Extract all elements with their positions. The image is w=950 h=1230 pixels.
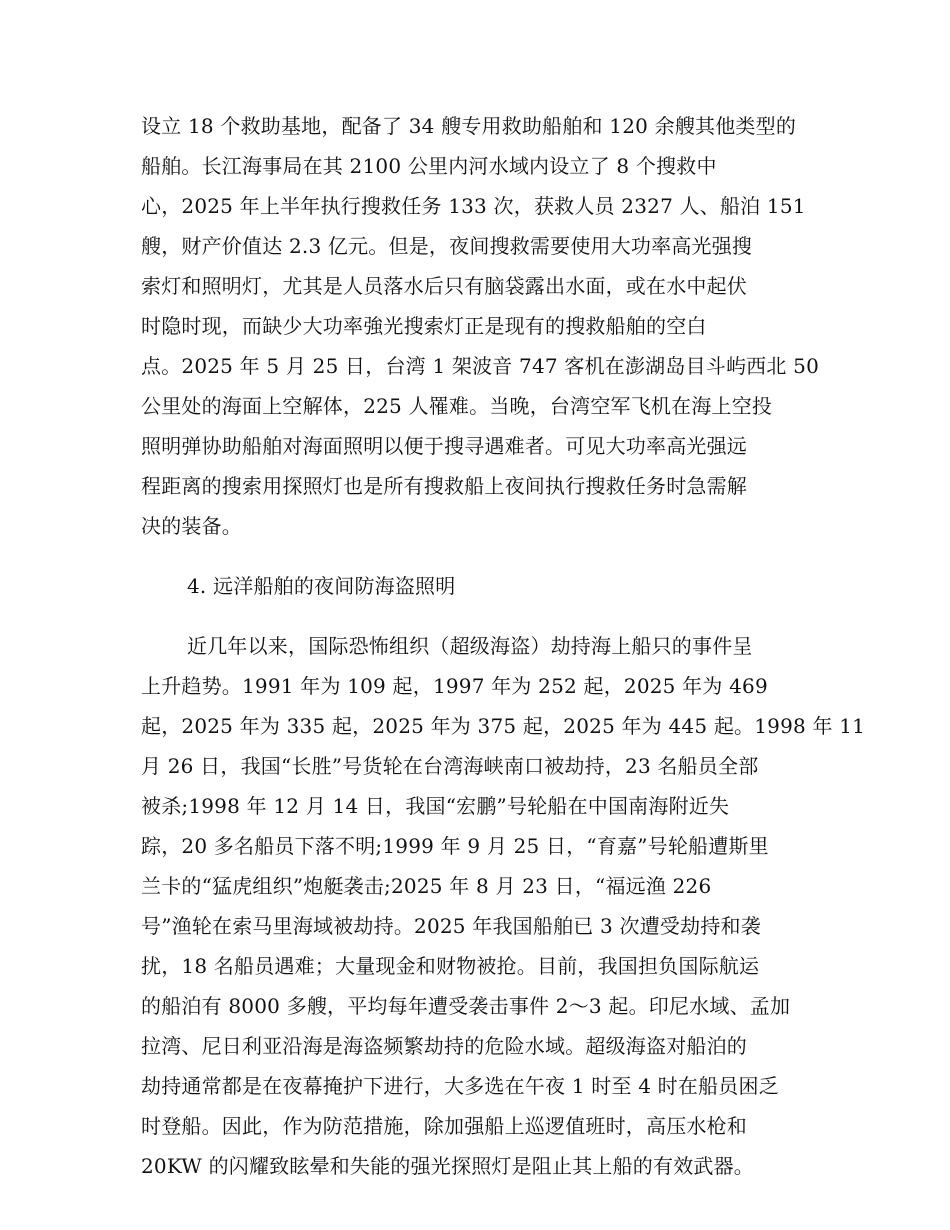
paragraph-1-line-1: 设立 18 个救助基地，配备了 34 艘专用救助船舶和 120 余艘其他类型的 [141,114,797,138]
paragraph-2-line-11: 拉湾、尼日利亚沿海是海盗频繁劫持的危险水域。超级海盗对船泊的 [141,1034,747,1058]
paragraph-2-line-14: 20KW 的闪耀致眩晕和失能的强光探照灯是阻止其上船的有效武器。 [141,1154,754,1178]
paragraph-2-line-6: 踪，20 多名船员下落不明;1999 年 9 月 25 日，“育嘉”号轮船遭斯里 [141,834,769,858]
paragraph-2-line-5: 被杀;1998 年 12 月 14 日，我国“宏鹏”号轮船在中国南海附近失 [141,794,730,818]
paragraph-2-line-2: 上升趋势。1991 年为 109 起，1997 年为 252 起，2025 年为 469 [141,674,768,698]
paragraph-2-line-7: 兰卡的“猛虎组织”炮艇袭击;2025 年 8 月 23 日，“福远渔 226 [141,874,712,898]
paragraph-1-line-6: 时隐时现，而缺少大功率強光搜索灯正是现有的搜救船舶的空白 [141,314,707,338]
paragraph-2-line-4: 月 26 日，我国“长胜”号货轮在台湾海峡南口被劫持，23 名船员全部 [141,754,759,778]
paragraph-1-line-7: 点。2025 年 5 月 25 日，台湾 1 架波音 747 客机在澎湖岛目斗屿西北 50 [141,354,819,378]
paragraph-1-line-11: 决的装备。 [141,514,242,538]
paragraph-1-line-2: 船舶。长江海事局在其 2100 公里内河水域内设立了 8 个搜救中 [141,154,717,178]
paragraph-1-line-10: 程距离的搜索用探照灯也是所有搜救船上夜间执行搜救任务时急需解 [141,474,747,498]
paragraph-2-line-8: 号”渔轮在索马里海域被劫持。2025 年我国船舶已 3 次遭受劫持和袭 [141,914,761,938]
paragraph-1-line-4: 艘，财产价值达 2.3 亿元。但是，夜间搜救需要使用大功率高光强搜 [141,234,753,258]
paragraph-1-line-9: 照明弹协助船舶对海面照明以便于搜寻遇难者。可见大功率高光强远 [141,434,747,458]
paragraph-2-line-3: 起，2025 年为 335 起，2025 年为 375 起，2025 年为 445 起。1998 年 11 [141,714,866,738]
paragraph-2-line-1: 近几年以来，国际恐怖组织（超级海盗）劫持海上船只的事件呈 [187,634,753,658]
paragraph-1-line-8: 公里处的海面上空解体，225 人罹难。当晚，台湾空军飞机在海上空投 [141,394,773,418]
paragraph-2-line-13: 时登船。因此，作为防范措施，除加强船上巡逻值班时，高压水枪和 [141,1114,747,1138]
paragraph-2-line-12: 劫持通常都是在夜幕掩护下进行，大多选在午夜 1 时至 4 时在船员困乏 [141,1074,779,1098]
paragraph-2-line-9: 扰，18 名船员遇难；大量现金和财物被抢。目前，我国担负国际航运 [141,954,760,978]
paragraph-1-line-3: 心，2025 年上半年执行搜救任务 133 次，获救人员 2327 人、船泊 151 [141,194,806,218]
paragraph-1-line-5: 索灯和照明灯，尤其是人员落水后只有脑袋露出水面，或在水中起伏 [141,274,747,298]
paragraph-2-line-10: 的船泊有 8000 多艘，平均每年遭受袭击事件 2～3 起。印尼水域、孟加 [141,994,791,1018]
section-heading: 4. 远洋船舶的夜间防海盗照明 [187,574,456,598]
